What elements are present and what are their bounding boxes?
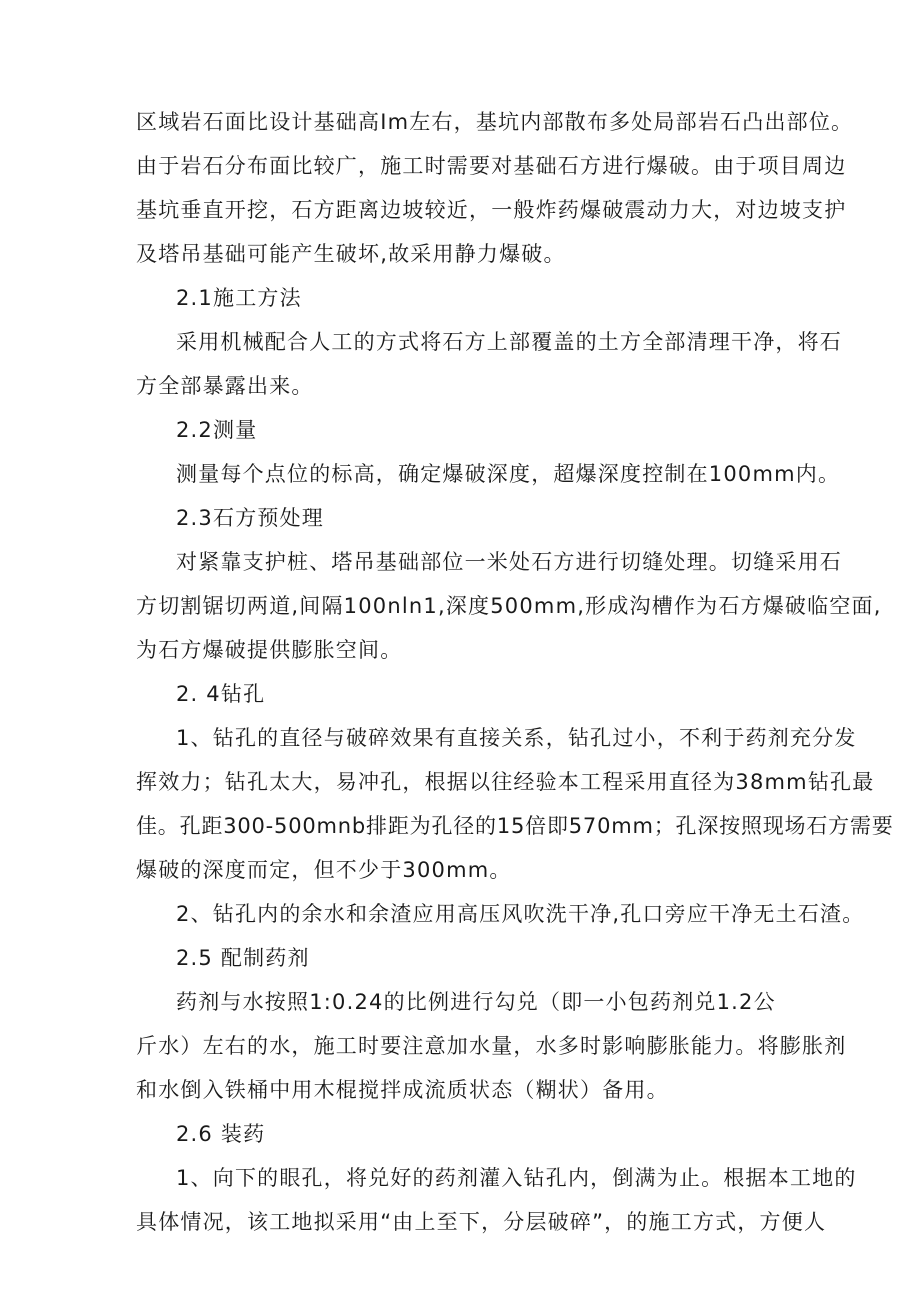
paragraph-line-15: 1、钻孔的直径与破碎效果有直接关系，钻孔过小，不利于药剂充分发 bbox=[176, 726, 857, 750]
paragraph-line-12: 方切割锯切两道,间隔100nln1,深度500mm,形成沟槽作为石方爆破临空面, bbox=[136, 594, 882, 618]
section-heading-2-3: 2.3石方预处理 bbox=[176, 506, 324, 530]
paragraph-line-11: 对紧靠支护桩、塔吊基础部位一米处石方进行切缝处理。切缝采用石 bbox=[176, 550, 842, 574]
paragraph-line-25: 1、向下的眼孔，将兑好的药剂灌入钻孔内，倒满为止。根据本工地的 bbox=[176, 1166, 857, 1190]
paragraph-line-6: 采用机械配合人工的方式将石方上部覆盖的土方全部清理干净，将石 bbox=[176, 330, 842, 354]
paragraph-line-7: 方全部暴露出来。 bbox=[136, 374, 314, 398]
section-heading-2-5: 2.5 配制药剂 bbox=[176, 946, 310, 970]
paragraph-line-16: 挥效力；钻孔太大，易冲孔，根据以往经验本工程采用直径为38mm钻孔最 bbox=[136, 770, 875, 794]
paragraph-line-1: 区域岩石面比设计基础高Im左右，基坑内部散布多处局部岩石凸出部位。 bbox=[136, 110, 854, 134]
paragraph-line-9: 测量每个点位的标高，确定爆破深度，超爆深度控制在100mm内。 bbox=[176, 462, 841, 486]
section-heading-2-4: 2. 4钻孔 bbox=[176, 682, 266, 706]
paragraph-line-4: 及塔吊基础可能产生破坏,故采用静力爆破。 bbox=[136, 242, 566, 266]
section-heading-2-6: 2.6 装药 bbox=[176, 1122, 266, 1146]
paragraph-line-22: 斤水）左右的水，施工时要注意加水量，水多时影响膨胀能力。将膨胀剂 bbox=[136, 1034, 847, 1058]
paragraph-line-2: 由于岩石分布面比较广，施工时需要对基础石方进行爆破。由于项目周边 bbox=[136, 154, 847, 178]
paragraph-line-3: 基坑垂直开挖，石方距离边坡较近，一般炸药爆破震动力大，对边坡支护 bbox=[136, 198, 847, 222]
paragraph-line-17: 佳。孔距300-500mnb排距为孔径的15倍即570mm；孔深按照现场石方需要 bbox=[136, 814, 894, 838]
paragraph-line-23: 和水倒入铁桶中用木棍搅拌成流质状态（糊状）备用。 bbox=[136, 1078, 669, 1102]
paragraph-line-26: 具体情况，该工地拟采用“由上至下，分层破碎”，的施工方式，方便人 bbox=[136, 1210, 827, 1234]
section-heading-2-1: 2.1施工方法 bbox=[176, 286, 302, 310]
paragraph-line-19: 2、钻孔内的余水和余渣应用高压风吹洗干净,孔口旁应干净无土石渣。 bbox=[176, 902, 865, 926]
section-heading-2-2: 2.2测量 bbox=[176, 418, 258, 442]
paragraph-line-13: 为石方爆破提供膨胀空间。 bbox=[136, 638, 403, 662]
paragraph-line-18: 爆破的深度而定，但不少于300mm。 bbox=[136, 858, 512, 882]
paragraph-line-21: 药剂与水按照1:0.24的比例进行勾兑（即一小包药剂兑1.2公 bbox=[176, 990, 776, 1014]
